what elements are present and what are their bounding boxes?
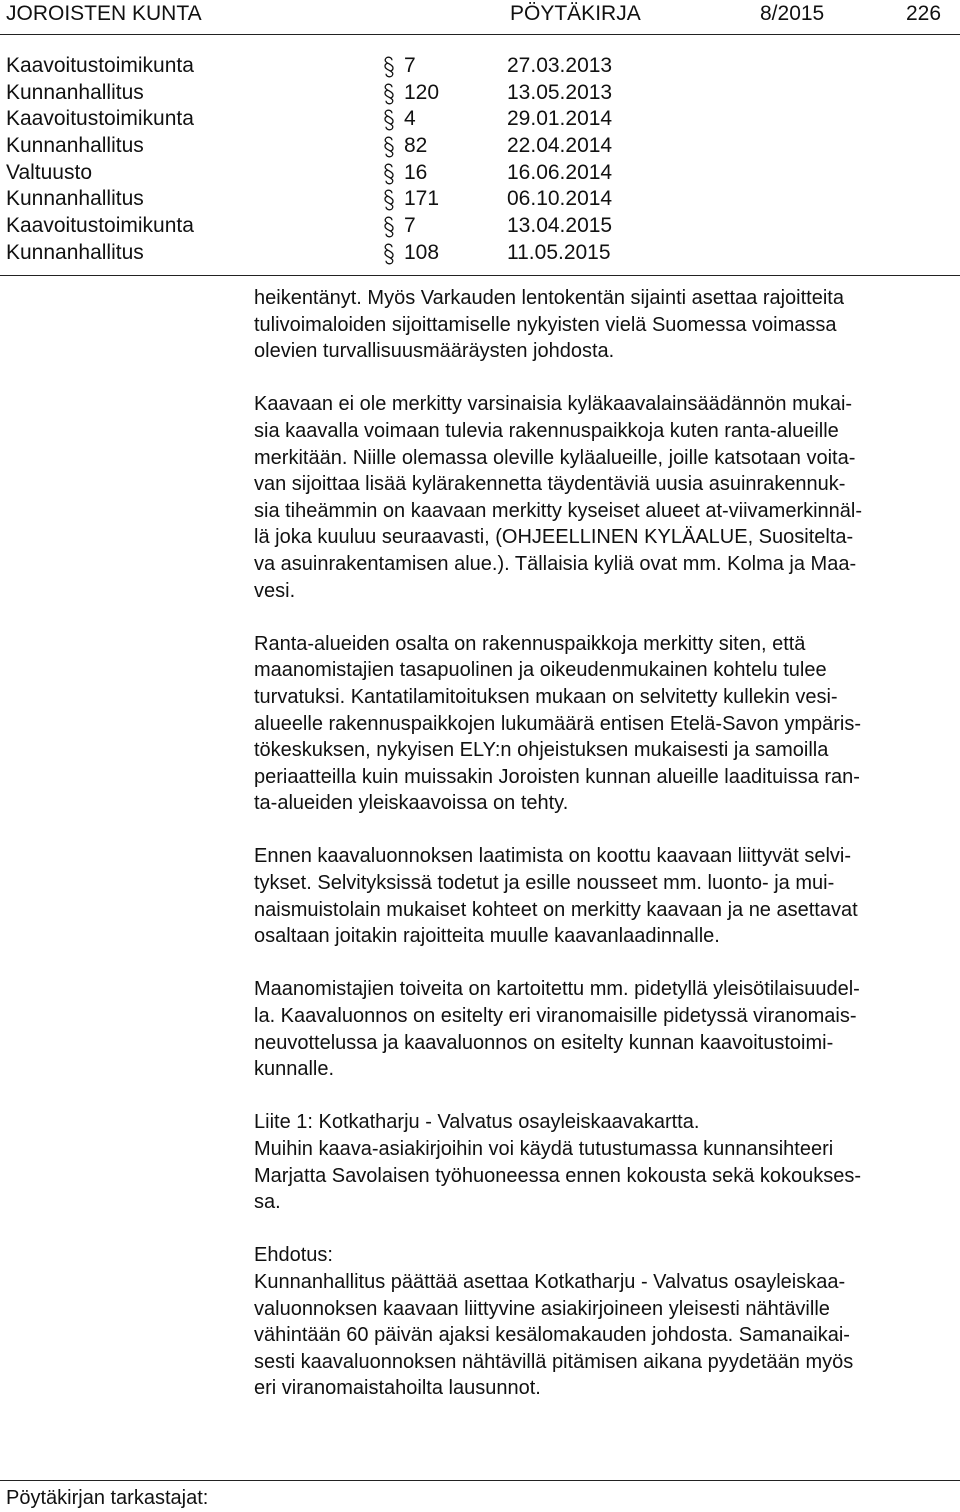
- body-text: [254, 285, 956, 1402]
- history-date: 13.05.2013: [507, 80, 613, 104]
- issue-number: 8/2015: [760, 2, 825, 25]
- text-line: Muihin kaava-asiakirjoihin voi käydä tutustumassa kunnansihteeri: [254, 1138, 834, 1160]
- text-line: turvatuksi. Kantatilamitoituksen mukaan on selvitetty kullekin vesi-: [254, 685, 838, 708]
- history-body: Kaavoitustoimikunta: [6, 54, 194, 77]
- history-date: 13.04.2015: [507, 214, 613, 238]
- history-row: [0, 213, 960, 240]
- history-date: 22.04.2014: [507, 134, 613, 158]
- history-row: [0, 240, 960, 267]
- municipality-name: JOROISTEN KUNTA: [6, 2, 202, 25]
- text-line: ta-alueiden yleiskaavoissa on tehty.: [254, 792, 569, 815]
- history-section: 7: [404, 54, 416, 77]
- text-line: tökeskuksen, nykyisen ELY:n ohjeistuksen mukaisesti ja samoilla: [254, 739, 829, 762]
- paragraph-gap: [254, 365, 956, 392]
- text-line: merkitään. Niille olemassa oleville kyläalueille, joille katsotaan voita-: [254, 446, 856, 469]
- text-line: heikentänyt. Myös Varkauden lentokentän sijainti asettaa rajoitteita: [254, 287, 844, 309]
- text-line: Liite 1: Kotkatharju - Valvatus osayleiskaavakartta.: [254, 1111, 700, 1134]
- history-date: 29.01.2014: [507, 107, 613, 131]
- history-section: 16: [404, 160, 428, 184]
- text-line: valuonnoksen kaavaan liittyvine asiakirjoineen yleisesti nähtäville: [254, 1297, 830, 1320]
- history-body: Kaavoitustoimikunta: [6, 214, 194, 238]
- history-date: 06.10.2014: [507, 187, 613, 211]
- history-row: [0, 133, 960, 160]
- history-section: 108: [404, 240, 440, 264]
- text-line: tulivoimaloiden sijoittamiselle nykyisten vielä Suomessa voimassa: [254, 313, 837, 336]
- history-date: 11.05.2015: [507, 240, 611, 264]
- text-line: neuvottelussa ja kaavaluonnos on esitelty kunnan kaavoitustoimi-: [254, 1031, 834, 1054]
- paragraph-gap: [254, 1216, 956, 1243]
- history-section: 120: [404, 80, 440, 104]
- paragraph-gap: [254, 817, 956, 844]
- processing-history: [0, 53, 960, 267]
- text-line: van sijoittaa lisää kylärakennetta täydentäviä uusia asuinrakennuk-: [254, 473, 846, 496]
- history-section: 7: [404, 214, 416, 238]
- text-line: osaltaan joitakin rajoitteita muulle kaavanlaadinnalle.: [254, 925, 720, 948]
- history-body: Kunnanhallitus: [6, 240, 144, 264]
- history-body: Valtuusto: [6, 160, 92, 184]
- text-line: alueelle rakennuspaikkojen lukumäärä entisen Etelä-Savon ympäris-: [254, 712, 862, 735]
- history-section: 4: [404, 107, 416, 131]
- paragraph-gap: [254, 604, 956, 631]
- history-row: [0, 106, 960, 133]
- history-row: [0, 186, 960, 213]
- text-line: sesti kaavaluonnoksen nähtävillä pitämisen aikana pyydetään myös: [254, 1350, 854, 1373]
- section-sign-icon: [382, 163, 396, 185]
- footer-label: Pöytäkirjan tarkastajat:: [6, 1487, 209, 1509]
- history-section: 171: [404, 187, 440, 211]
- text-line: sia tiheämmin on kaavaan merkitty kyseiset alueet at-viivamerkinnäl-: [254, 499, 863, 522]
- text-line: maanomistajien tasapuolinen ja oikeudenmukainen kohtelu tulee: [254, 659, 827, 682]
- text-line: Kunnanhallitus päättää asettaa Kotkatharju - Valvatus osayleiskaa-: [254, 1270, 846, 1293]
- text-line: olevien turvallisuusmääräysten johdosta.: [254, 340, 615, 363]
- header-divider: [0, 34, 960, 35]
- page-number: 226: [906, 2, 942, 25]
- history-date: 27.03.2013: [507, 54, 613, 77]
- document-type: PÖYTÄKIRJA: [510, 2, 641, 25]
- history-body: Kunnanhallitus: [6, 134, 144, 158]
- history-body: Kunnanhallitus: [6, 187, 144, 211]
- text-line: sa.: [254, 1191, 281, 1214]
- text-line: sia kaavalla voimaan tulevia rakennuspaikkoja kuten ranta-alueille: [254, 419, 839, 442]
- section-sign-icon: [382, 56, 396, 78]
- text-line: periaatteilla kuin muissakin Joroisten kunnan alueille laadituissa ran-: [254, 765, 860, 788]
- text-line: va asuinrakentamisen alue.). Tällaisia kyliä ovat mm. Kolma ja Maa-: [254, 552, 857, 575]
- history-body: Kaavoitustoimikunta: [6, 107, 194, 131]
- text-line: Ranta-alueiden osalta on rakennuspaikkoja merkitty siten, että: [254, 632, 806, 655]
- history-divider: [0, 275, 960, 276]
- footer-divider: [0, 1480, 960, 1481]
- text-line: Maanomistajien toiveita on kartoitettu mm. pidetyllä yleisötilaisuudel-: [254, 978, 860, 1001]
- section-sign-icon: [382, 189, 396, 211]
- history-row: [0, 53, 960, 80]
- text-line: vähintään 60 päivän ajaksi kesälomakauden johdosta. Samanaikai-: [254, 1324, 850, 1347]
- text-line: lä joka kuuluu seuraavasti, (OHJEELLINEN KYLÄALUE, Suositelta-: [254, 526, 854, 549]
- history-date: 16.06.2014: [507, 160, 613, 184]
- text-line: kunnalle.: [254, 1058, 335, 1081]
- page-header: [0, 0, 960, 30]
- text-line: Kaavaan ei ole merkitty varsinaisia kyläkaavalainsäädännön mukai-: [254, 393, 853, 416]
- history-body: Kunnanhallitus: [6, 80, 144, 104]
- section-sign-icon: [382, 136, 396, 158]
- text-line: naismuistolain mukaiset kohteet on merkitty kaavaan ja ne asettavat: [254, 898, 858, 921]
- text-line: Marjatta Savolaisen työhuoneessa ennen kokousta sekä kokoukses-: [254, 1164, 862, 1187]
- paragraph-gap: [254, 950, 956, 977]
- text-line: vesi.: [254, 579, 296, 602]
- section-sign-icon: [382, 216, 396, 238]
- history-section: 82: [404, 134, 428, 158]
- text-line: la. Kaavaluonnos on esitelty eri viranomaisille pidetyssä viranomais-: [254, 1005, 857, 1028]
- section-sign-icon: [382, 243, 396, 265]
- text-line: eri viranomaistahoilta lausunnot.: [254, 1377, 541, 1400]
- history-row: [0, 80, 960, 107]
- section-sign-icon: [382, 83, 396, 105]
- paragraph-gap: [254, 1083, 956, 1110]
- section-sign-icon: [382, 109, 396, 131]
- history-row: [0, 160, 960, 187]
- text-line: Ennen kaavaluonnoksen laatimista on koottu kaavaan liittyvät selvi-: [254, 845, 852, 868]
- text-line: tykset. Selvityksissä todetut ja esille nousseet mm. luonto- ja mui-: [254, 872, 835, 895]
- text-line: Ehdotus:: [254, 1244, 333, 1267]
